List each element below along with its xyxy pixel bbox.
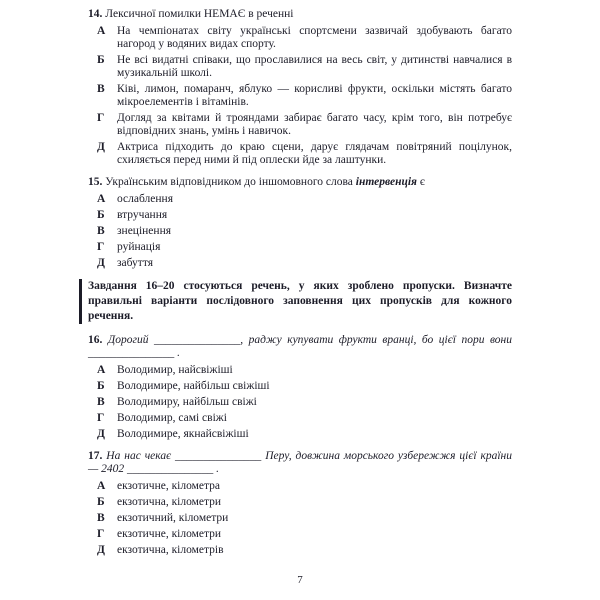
question-stem-text: Лексичної помилки НЕМАЄ в реченні — [105, 8, 294, 20]
option-letter: Д — [97, 141, 105, 153]
question-stem-text: Українським відповідником до іншомовного слова — [105, 176, 356, 188]
option-letter: Д — [97, 428, 105, 440]
option-letter: А — [97, 193, 106, 205]
option-letter: В — [97, 83, 105, 95]
option-text: Володимир, найсвіжіші — [117, 364, 233, 376]
option-row — [88, 112, 512, 138]
option-text: забуття — [117, 257, 153, 269]
option-row — [88, 512, 512, 525]
option-letter: Г — [97, 241, 105, 253]
question-14-block — [88, 8, 512, 167]
option-row — [88, 83, 512, 109]
option-letter: Б — [97, 496, 105, 508]
question-15-block — [88, 176, 512, 270]
question-16-options — [88, 364, 512, 441]
option-letter: А — [97, 480, 106, 492]
question-15-stem — [88, 176, 512, 189]
option-text: екзотичне, кілометри — [117, 528, 222, 540]
question-number: 16. — [88, 334, 103, 346]
option-text: втручання — [117, 209, 168, 221]
question-15-options — [88, 193, 512, 270]
option-text: Володимир, самі свіжі — [117, 412, 227, 424]
option-row — [88, 193, 512, 206]
option-letter: В — [97, 396, 105, 408]
option-text: екзотичне, кілометра — [117, 480, 221, 492]
question-stem-text: Дорогий _______________, раджу купувати фрукти вранці, бо цієї пори вони _______________ . — [88, 334, 513, 359]
option-text: ослаблення — [117, 193, 173, 205]
question-number: 14. — [88, 8, 103, 20]
question-14-options — [88, 25, 512, 167]
question-stem-text: На нас чекає _______________ Перу, довжина морського узбережжя цієї країни — 2402 _______________ . — [88, 450, 512, 475]
question-stem-emphasis: інтервенція — [355, 176, 417, 188]
option-letter: Б — [97, 209, 105, 221]
option-text: Володимиру, найбільш свіжі — [117, 396, 257, 408]
question-number: 17. — [88, 450, 103, 462]
question-17-stem — [88, 450, 512, 476]
option-text: Не всі видатні співаки, що прославилися на весь світ, у дитинстві навчалися в музикальній школі. — [117, 54, 512, 79]
option-letter: А — [97, 364, 106, 376]
option-letter: Г — [97, 528, 105, 540]
option-row — [88, 364, 512, 377]
question-14-stem — [88, 8, 512, 21]
option-row — [88, 25, 512, 51]
question-number: 15. — [88, 176, 103, 188]
question-16-block — [88, 334, 512, 441]
option-row — [88, 241, 512, 254]
option-row — [88, 380, 512, 393]
option-letter: В — [97, 225, 105, 237]
option-row — [88, 544, 512, 557]
option-letter: А — [97, 25, 106, 37]
option-row — [88, 396, 512, 409]
option-row — [88, 257, 512, 270]
option-text: знецінення — [117, 225, 172, 237]
option-text: екзотична, кілометри — [117, 496, 222, 508]
question-16-stem — [88, 334, 512, 360]
question-17-options — [88, 480, 512, 557]
option-row — [88, 54, 512, 80]
option-letter: Г — [97, 412, 105, 424]
question-17-block — [88, 450, 512, 557]
option-letter: Г — [97, 112, 105, 124]
option-text: екзотична, кілометрів — [117, 544, 224, 556]
option-letter: В — [97, 512, 105, 524]
option-row — [88, 496, 512, 509]
option-letter: Д — [97, 257, 105, 269]
option-row — [88, 428, 512, 441]
option-letter: Б — [97, 54, 105, 66]
option-text: Володимире, найбільш свіжіші — [117, 380, 270, 392]
option-row — [88, 412, 512, 425]
option-row — [88, 528, 512, 541]
option-text: Володимире, якнайсвіжіші — [117, 428, 249, 440]
option-text: Догляд за квітами й трояндами забирає багато часу, крім того, він потребує відповідних знань, умінь і навичок. — [117, 112, 512, 137]
option-row — [88, 141, 512, 167]
option-row — [88, 225, 512, 238]
option-text: На чемпіонатах світу українські спортсмени зазвичай здобувають багато нагород у водяних видах спорту. — [117, 25, 512, 50]
option-row — [88, 480, 512, 493]
option-letter: Б — [97, 380, 105, 392]
question-stem-suffix: є — [416, 176, 425, 188]
option-text: екзотичний, кілометри — [117, 512, 229, 524]
instruction-box: Завдання 16–20 стосуються речень, у яких зроблено пропуски. Визначте правильні варіанти послідовного заповнення цих пропусків для кожного речення. — [79, 279, 512, 324]
option-row — [88, 209, 512, 222]
option-text: руйнація — [117, 241, 161, 253]
option-text: Ківі, лимон, помаранч, яблуко — корисливі фрукти, оскільки містять багато мікроелементів і вітамінів. — [117, 83, 512, 108]
option-letter: Д — [97, 544, 105, 556]
option-text: Актриса підходить до краю сцени, дарує глядачам повітряний поцілунок, схиляється перед ними й під оплески йде за лаштунки. — [117, 141, 512, 166]
page-number: 7 — [297, 574, 303, 586]
